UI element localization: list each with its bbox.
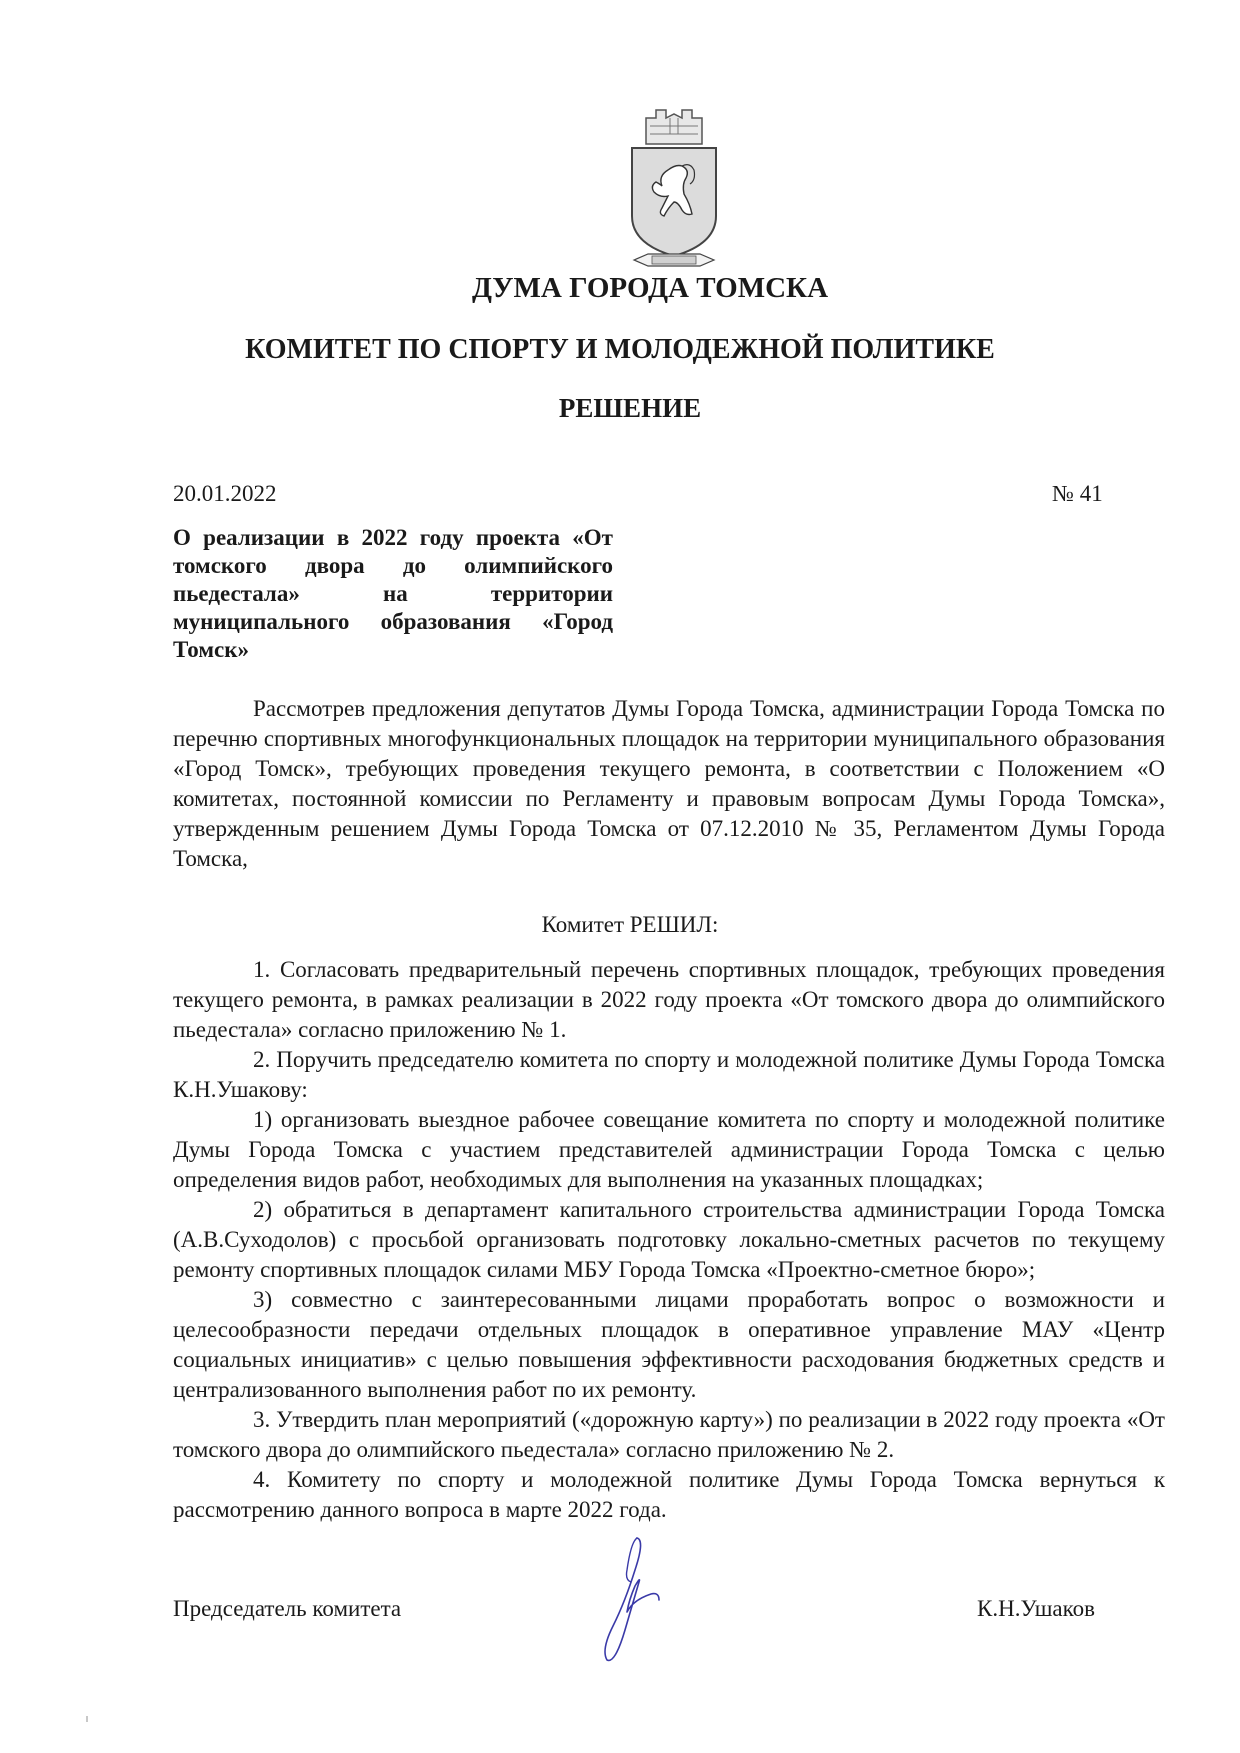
resolution-item: 4. Комитету по спорту и молодежной политике Думы Города Томска вернуться к рассмотрению данного вопроса в марте 2022 года. — [173, 1467, 1165, 1522]
signatory-position: Председатель комитета — [173, 1596, 402, 1621]
resolution-subitem: 1) организовать выездное рабочее совещание комитета по спорту и молодежной политике Думы Города Томска с участием представителей администрации Города Томска с целью определения видов работ, необходимых для выполнения на указанных площадках; — [173, 1107, 1165, 1192]
document-subject: О реализации в 2022 году проекта «От томского двора до олимпийского пьедестала» на территории муниципального образования «Город Томск» — [173, 525, 613, 662]
resolution-item: 1. Согласовать предварительный перечень спортивных площадок, требующих проведения текущего ремонта, в рамках реализации в 2022 году проекта «От томского двора до олимпийского пьедестала» согласно приложению № 1. — [173, 957, 1165, 1042]
resolution-items — [173, 955, 1165, 1525]
document-date: 20.01.2022 — [173, 481, 277, 506]
resolution-item: 3. Утвердить план мероприятий («дорожную карту») по реализации в 2022 году проекта «От томского двора до олимпийского пьедестала» согласно приложению № 2. — [173, 1407, 1165, 1462]
preamble-paragraph: Рассмотрев предложения депутатов Думы Города Томска, администрации Города Томска по перечню спортивных многофункциональных площадок на территории муниципального образования «Город Томск», требующих проведения текущего ремонта, в соответствии с Положением «О комитетах, постоянной комиссии по Регламенту и правовым вопросам Думы Города Томска», утвержденным решением Думы Города Томска от 07.12.2010 № 35, Регламентом Думы Города Томска, — [173, 696, 1165, 871]
handwritten-signature-icon — [555, 1530, 685, 1670]
document-type-title: РЕШЕНИЕ — [558, 393, 702, 423]
committee-title: КОМИТЕТ ПО СПОРТУ И МОЛОДЕЖНОЙ ПОЛИТИКЕ — [245, 334, 995, 365]
organization-title: ДУМА ГОРОДА ТОМСКА — [471, 272, 829, 304]
resolution-subitem: 3) совместно с заинтересованными лицами проработать вопрос о возможности и целесообразности передачи отдельных площадок в оперативное управление МАУ «Центр социальных инициатив» с целью повышения эффективности расходования бюджетных средств и централизованного выполнения работ по их ремонту. — [173, 1287, 1165, 1402]
resolution-item: 2. Поручить председателю комитета по спорту и молодежной политике Думы Города Томска К.Н.Ушакову: — [173, 1047, 1165, 1102]
signatory-name: К.Н.Ушаков — [977, 1596, 1095, 1621]
tomsk-coat-of-arms-icon — [624, 104, 724, 272]
resolved-heading: Комитет РЕШИЛ: — [541, 912, 719, 937]
document-number: № 41 — [1052, 481, 1103, 506]
resolution-subitem: 2) обратиться в департамент капитального строительства администрации Города Томска (А.В.Суходолов) с просьбой организовать подготовку локально-сметных расчетов по текущему ремонту спортивных площадок силами МБУ Города Томска «Проектно-сметное бюро»; — [173, 1197, 1165, 1282]
scan-artifact — [86, 1716, 88, 1722]
